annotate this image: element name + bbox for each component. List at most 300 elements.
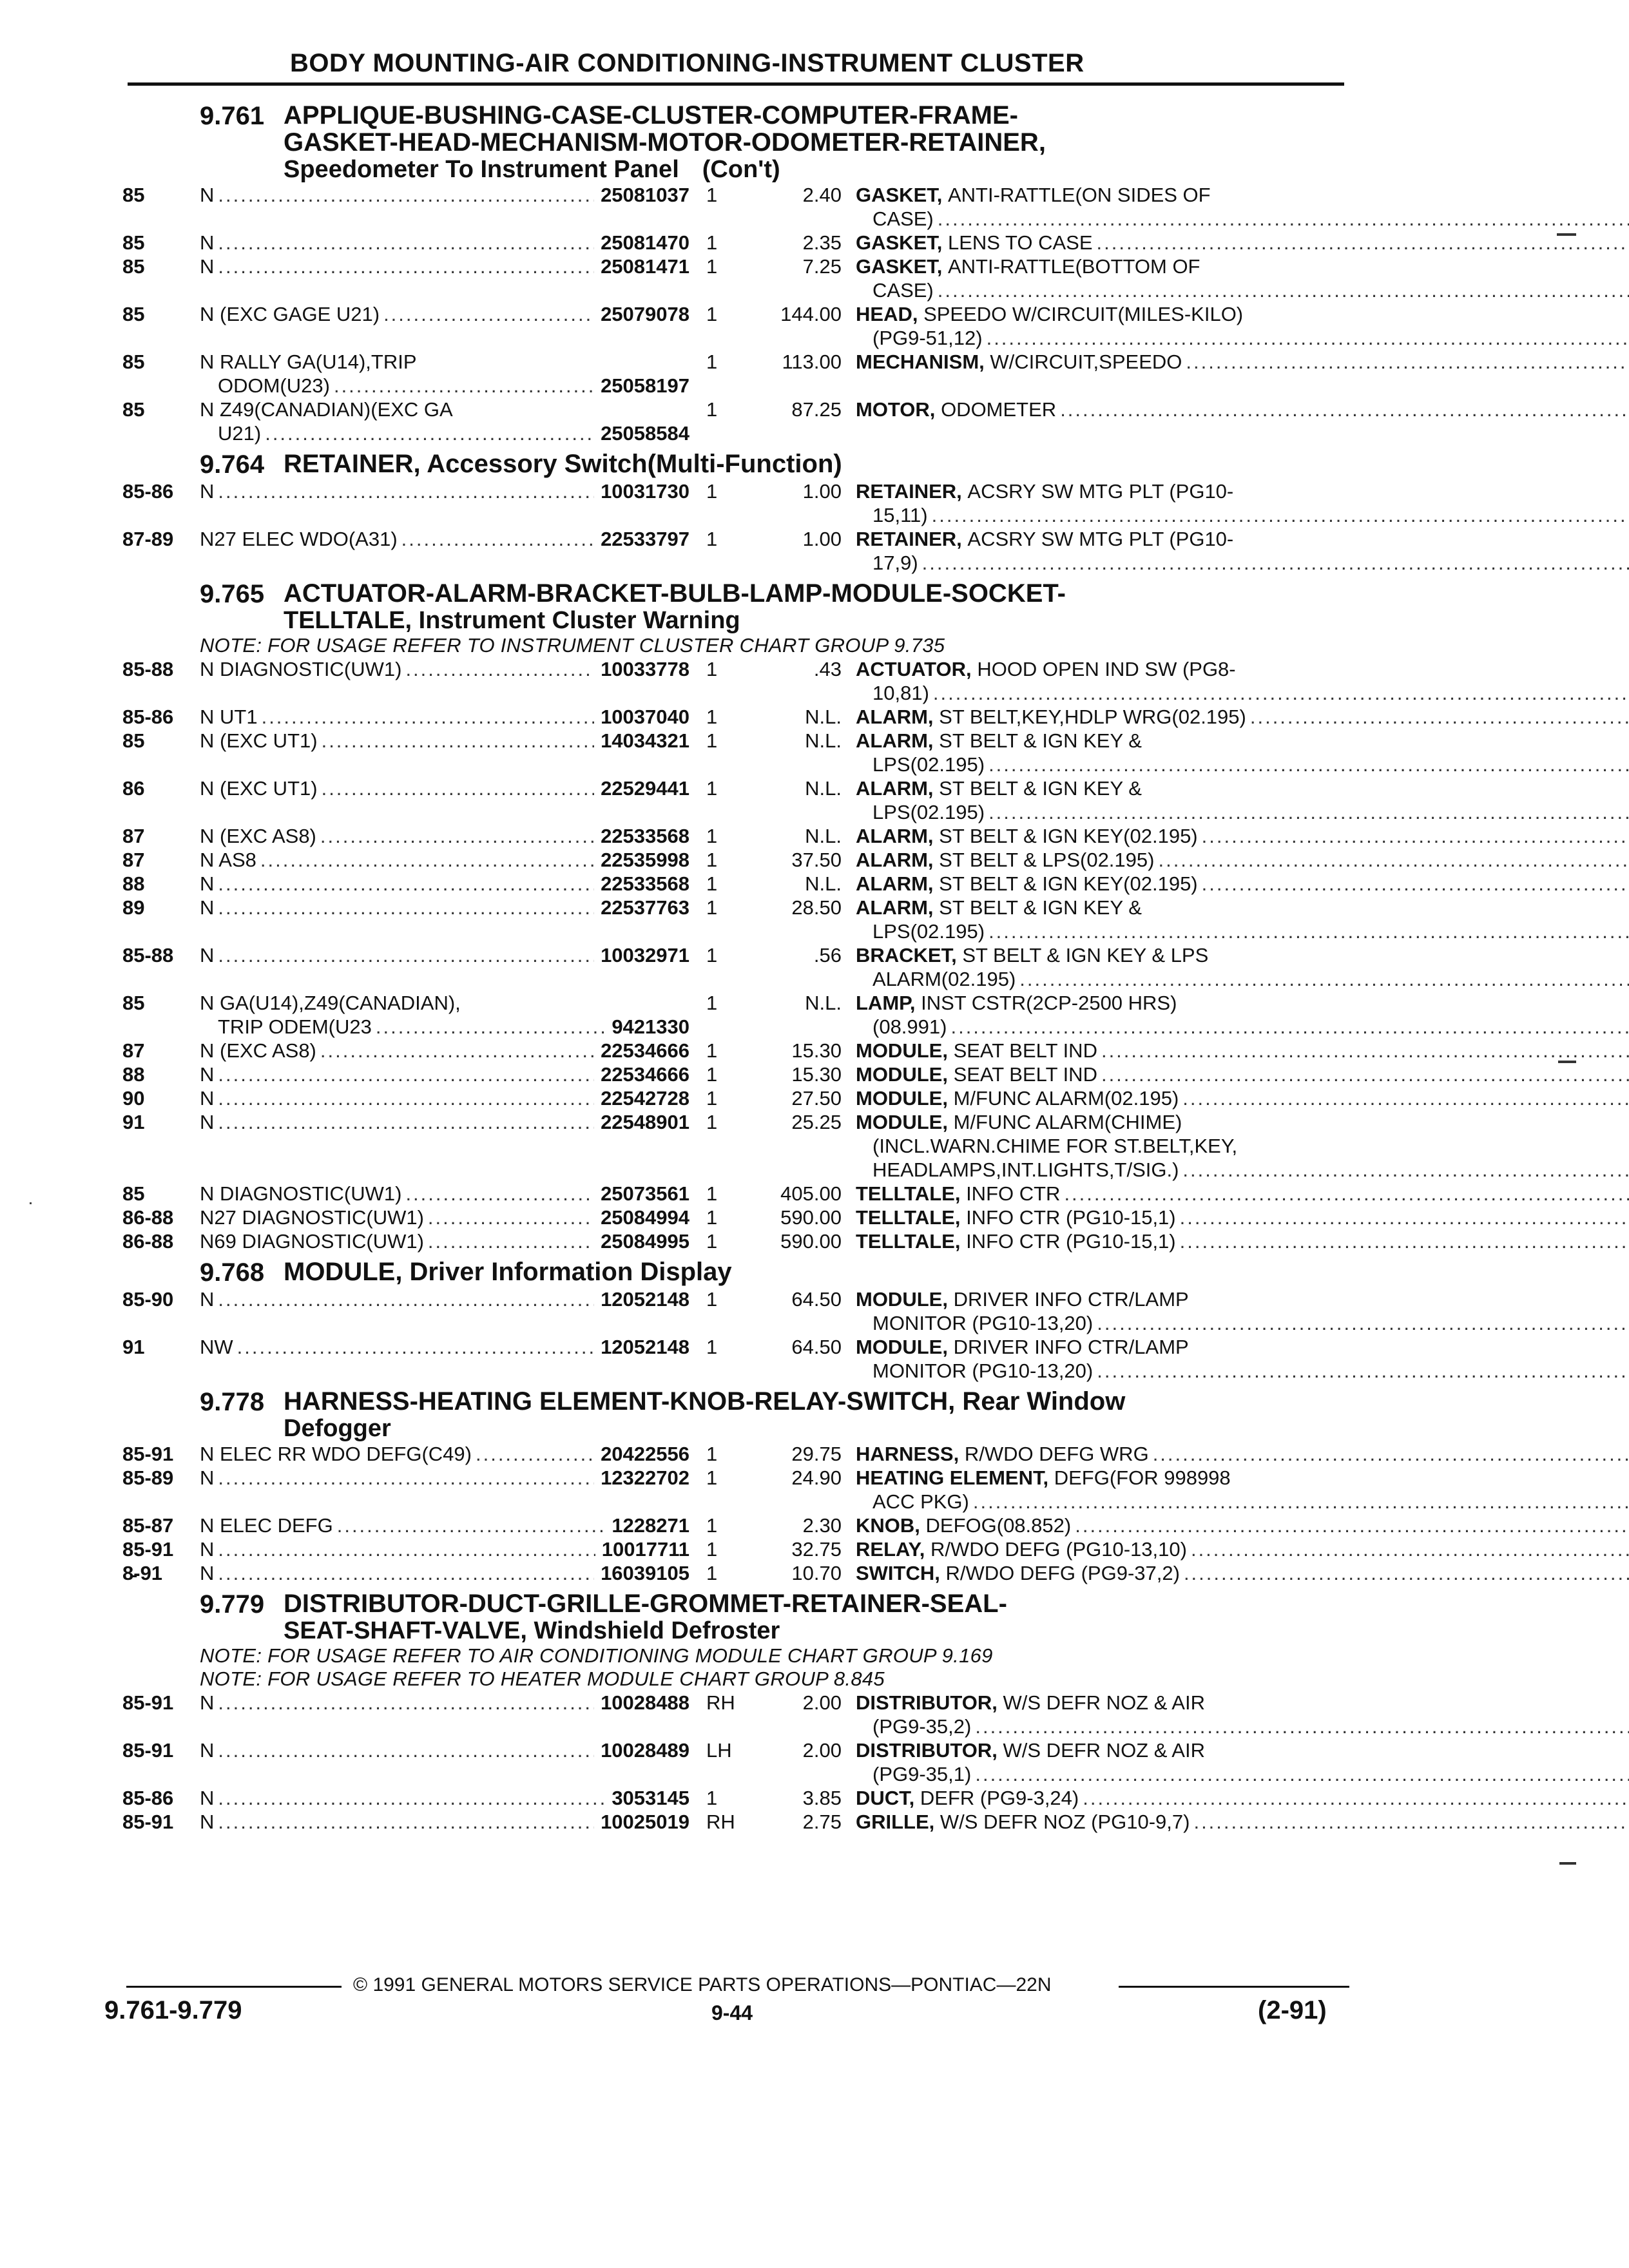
part-row: [122, 943, 1347, 991]
model-years: 89: [122, 896, 145, 919]
part-name-text: ST BELT & IGN KEY &: [939, 777, 1142, 800]
section-number: 9.778: [200, 1388, 265, 1416]
usage-description: [200, 1039, 689, 1062]
price: 24.90: [791, 1466, 842, 1489]
usage-text: N: [200, 255, 215, 278]
price: 64.50: [791, 1336, 842, 1358]
price: 37.50: [791, 849, 842, 871]
part-name: [856, 1810, 1629, 1834]
price: 25.25: [791, 1111, 842, 1133]
part-name-text: DEFG(FOR 998998: [1054, 1466, 1231, 1489]
usage-text: N UT1: [200, 706, 258, 728]
leader-dots: [218, 1810, 594, 1834]
part-name-line: [856, 1442, 1629, 1466]
part-name-line: [856, 1466, 1629, 1490]
section-subtitle: [284, 156, 1046, 183]
leader-dots: [932, 503, 1629, 527]
leader-dots: [1202, 872, 1629, 896]
part-name-line: [856, 705, 1629, 729]
leader-dots: [334, 374, 594, 398]
quantity: 1: [706, 1087, 718, 1110]
usage-text: N: [200, 184, 215, 206]
usage-description: [200, 1062, 689, 1086]
part-name-noun: MODULE,: [856, 1039, 948, 1062]
part-row: [122, 1786, 1347, 1810]
price: 15.30: [791, 1063, 842, 1086]
leader-dots: [376, 1015, 605, 1039]
part-name-text: INFO CTR: [966, 1182, 1061, 1205]
part-name-text: ALARM(02.195): [872, 968, 1016, 990]
part-name: [856, 824, 1629, 848]
part-name-text: ST BELT & IGN KEY & LPS: [962, 944, 1209, 966]
part-row: [122, 1537, 1347, 1561]
quantity: 1: [706, 777, 718, 800]
usage-description: [200, 1786, 689, 1810]
part-name-text: ST BELT & IGN KEY(02.195): [939, 825, 1198, 847]
part-name-noun: TELLTALE,: [856, 1206, 961, 1229]
part-name-text: W/S DEFR NOZ (PG10-9,7): [940, 1811, 1190, 1833]
part-name-text: ST BELT & IGN KEY &: [939, 729, 1142, 752]
model-years: 85-91: [122, 1811, 174, 1833]
part-name: [856, 776, 1629, 824]
usage-line: [200, 1738, 689, 1762]
leader-dots: [938, 207, 1629, 231]
usage-text: TRIP ODEM(U23: [218, 1015, 372, 1038]
part-name-noun: ALARM,: [856, 872, 934, 895]
part-name: [856, 896, 1629, 943]
part-number: 22542728: [601, 1087, 689, 1110]
part-name: [856, 729, 1629, 776]
part-name-text: LPS(02.195): [872, 920, 985, 943]
section-title-line: RETAINER, Accessory Switch(Multi-Function): [284, 450, 842, 478]
price: 27.50: [791, 1087, 842, 1110]
part-row: [122, 231, 1347, 255]
quantity: 1: [706, 1288, 718, 1311]
quantity: 1: [706, 658, 718, 680]
part-name: [856, 1229, 1629, 1253]
part-name: [856, 1287, 1629, 1335]
part-name-line: [856, 1287, 1629, 1311]
leader-dots: [1184, 1561, 1629, 1585]
part-name-line: [856, 1134, 1629, 1158]
quantity: 1: [706, 1514, 718, 1537]
usage-description: [200, 1691, 689, 1738]
continued-label: (Con't): [702, 156, 780, 183]
leader-dots: [218, 1738, 594, 1762]
part-name-text: 17,9): [872, 552, 918, 574]
price: 590.00: [780, 1206, 842, 1229]
leader-dots: [218, 1110, 594, 1134]
part-name-text: ACC PKG): [872, 1490, 969, 1513]
part-name-text: INFO CTR (PG10-15,1): [966, 1230, 1176, 1253]
quantity: 1: [706, 398, 718, 421]
part-name-text: 10,81): [872, 682, 929, 704]
model-years: 85: [122, 231, 145, 254]
section-number: 9.768: [200, 1258, 265, 1287]
section-subtitle: [284, 1617, 1007, 1644]
leader-dots: [218, 1561, 594, 1585]
part-number: 25084995: [601, 1230, 689, 1253]
usage-text: N: [200, 1811, 215, 1833]
part-row: [122, 350, 1347, 398]
part-name-line: [856, 350, 1629, 374]
model-years: 85-91: [122, 1739, 174, 1762]
leader-dots: [933, 681, 1629, 705]
usage-text: N (EXC UT1): [200, 777, 318, 800]
usage-text: N Z49(CANADIAN)(EXC GA: [200, 398, 453, 421]
part-row: [122, 1039, 1347, 1062]
part-name-text: (PG9-35,1): [872, 1763, 972, 1785]
usage-line: [200, 1691, 689, 1715]
usage-description: [200, 1466, 689, 1514]
part-row: [122, 1229, 1347, 1253]
usage-text: N (EXC UT1): [200, 729, 318, 752]
leader-dots: [988, 800, 1629, 824]
part-number: 22535998: [601, 849, 689, 871]
usage-description: [200, 350, 689, 398]
part-name: [856, 1039, 1629, 1062]
section-subtitle: [284, 607, 1066, 634]
part-number: 22533568: [601, 872, 689, 895]
model-years: 85-87: [122, 1514, 174, 1537]
leader-dots: [1153, 1442, 1629, 1466]
usage-description: [200, 1110, 689, 1182]
usage-description: [200, 398, 689, 445]
usage-text: N (EXC AS8): [200, 825, 316, 847]
part-name-line: [856, 278, 1629, 302]
quantity: 1: [706, 1562, 718, 1584]
leader-dots: [1097, 1311, 1629, 1335]
quantity: 1: [706, 872, 718, 895]
usage-description: [200, 1229, 689, 1253]
part-name-line: [856, 848, 1629, 872]
part-number: 10025019: [601, 1811, 689, 1833]
section-title-line: HARNESS-HEATING ELEMENT-KNOB-RELAY-SWITCH, Rear Window: [284, 1387, 1126, 1416]
leader-dots: [218, 943, 594, 967]
price: 10.70: [791, 1562, 842, 1584]
part-name-line: [856, 1206, 1629, 1229]
part-number: 25084994: [601, 1206, 689, 1229]
usage-line: [200, 1537, 689, 1561]
part-name-line: [856, 1182, 1629, 1206]
price: 15.30: [791, 1039, 842, 1062]
part-row: [122, 824, 1347, 848]
part-number: 25058584: [601, 422, 689, 445]
part-name-noun: GASKET,: [856, 255, 943, 278]
quantity: 1: [706, 944, 718, 966]
part-name-line: [856, 1715, 1629, 1738]
usage-line: [200, 527, 689, 551]
usage-line: [200, 1561, 689, 1585]
usage-text: N: [200, 1111, 215, 1133]
part-number: 16039105: [601, 1562, 689, 1584]
usage-description: [200, 1086, 689, 1110]
part-name-text: ACSRY SW MTG PLT (PG10-: [967, 480, 1234, 503]
usage-text: ODOM(U23): [218, 374, 330, 397]
usage-line: [200, 374, 689, 398]
part-name: [856, 1086, 1629, 1110]
quantity: 1: [706, 706, 718, 728]
quantity: RH: [706, 1811, 735, 1833]
leader-dots: [237, 1335, 594, 1359]
model-years: 87: [122, 849, 145, 871]
leader-dots: [1193, 1810, 1629, 1834]
model-years: 85-86: [122, 480, 174, 503]
part-row: [122, 1738, 1347, 1786]
part-name-line: [856, 1311, 1629, 1335]
leader-dots: [1064, 1182, 1629, 1206]
model-years: 88: [122, 1063, 145, 1086]
footer-page-number: 9-44: [711, 2001, 753, 2024]
section-number: 9.765: [200, 580, 265, 608]
part-name-text: ANTI-RATTLE(BOTTOM OF: [947, 255, 1200, 278]
usage-text: N (EXC GAGE U21): [200, 303, 380, 325]
part-name-line: [856, 1062, 1629, 1086]
quantity: 1: [706, 1443, 718, 1465]
usage-description: [200, 1514, 689, 1537]
part-name-text: INST CSTR(2CP-2500 HRS): [921, 992, 1177, 1014]
leader-dots: [988, 753, 1629, 776]
quantity: LH: [706, 1739, 732, 1762]
usage-description: [200, 231, 689, 255]
usage-line: [200, 1287, 689, 1311]
part-name: [856, 255, 1629, 302]
leader-dots: [1083, 1786, 1629, 1810]
usage-description: [200, 183, 689, 231]
part-name: [856, 872, 1629, 896]
section-subtitle: [284, 1415, 1125, 1442]
part-name-text: R/WDO DEFG WRG: [964, 1443, 1149, 1465]
section-title-line: DISTRIBUTOR-DUCT-GRILLE-GROMMET-RETAINER-SEAL-: [284, 1590, 1007, 1618]
part-name-line: [856, 326, 1629, 350]
part-name-text: SPEEDO W/CIRCUIT(MILES-KILO): [923, 303, 1244, 325]
leader-dots: [1182, 1086, 1629, 1110]
section-title: [284, 1388, 1125, 1442]
section-title: [284, 580, 1066, 634]
quantity: 1: [706, 896, 718, 919]
leader-dots: [922, 551, 1629, 575]
section-header: [122, 1258, 1347, 1287]
model-years: 88: [122, 872, 145, 895]
usage-description: [200, 991, 689, 1039]
leader-dots: [322, 729, 594, 753]
part-name-noun: DUCT,: [856, 1787, 915, 1809]
usage-text: N: [200, 1691, 215, 1714]
price: N.L.: [805, 729, 842, 752]
part-name-line: [856, 1762, 1629, 1786]
leader-dots: [320, 1039, 594, 1062]
usage-line: [200, 657, 689, 681]
leader-dots: [975, 1762, 1629, 1786]
part-name-line: [856, 1086, 1629, 1110]
part-name: [856, 527, 1629, 575]
section-header: [122, 1590, 1347, 1644]
part-name-text: HOOD OPEN IND SW (PG8-: [977, 658, 1236, 680]
part-name: [856, 705, 1629, 729]
part-number: 25073561: [601, 1182, 689, 1205]
section-header: [122, 450, 1347, 479]
part-name-text: SEAT BELT IND: [953, 1063, 1097, 1086]
part-number: 10031730: [601, 480, 689, 503]
part-name-text: (PG9-51,12): [872, 327, 983, 349]
usage-line: [200, 1786, 689, 1810]
usage-line: [200, 255, 689, 278]
part-name-text: SEAT BELT IND: [953, 1039, 1097, 1062]
part-name-text: R/WDO DEFG (PG10-13,10): [930, 1538, 1187, 1561]
part-name-line: [856, 919, 1629, 943]
part-name-text: (PG9-35,2): [872, 1715, 972, 1738]
usage-text: N69 DIAGNOSTIC(UW1): [200, 1230, 424, 1253]
usage-line: [200, 398, 689, 421]
section-header: [122, 102, 1347, 183]
usage-line: [200, 1182, 689, 1206]
part-name-line: [856, 800, 1629, 824]
leader-dots: [218, 872, 594, 896]
part-number: 10028489: [601, 1739, 689, 1762]
quantity: RH: [706, 1691, 735, 1714]
price: N.L.: [805, 872, 842, 895]
price: 29.75: [791, 1443, 842, 1465]
usage-line: [200, 776, 689, 800]
leader-dots: [383, 302, 594, 326]
usage-description: [200, 776, 689, 824]
model-years: 90: [122, 1087, 145, 1110]
price: 113.00: [782, 351, 842, 373]
part-number: 22529441: [601, 777, 689, 800]
usage-line: [200, 1015, 689, 1039]
quantity: 1: [706, 825, 718, 847]
part-name-noun: HEATING ELEMENT,: [856, 1466, 1049, 1489]
part-name-noun: MOTOR,: [856, 398, 936, 421]
usage-line: [200, 1062, 689, 1086]
usage-text: N ELEC DEFG: [200, 1514, 333, 1537]
quantity: 1: [706, 1039, 718, 1062]
leader-dots: [1097, 231, 1629, 255]
price: .56: [813, 944, 842, 966]
leader-dots: [218, 896, 594, 919]
part-name-noun: MECHANISM,: [856, 351, 985, 373]
part-row: [122, 1442, 1347, 1466]
price: 28.50: [791, 896, 842, 919]
section-header: [122, 580, 1347, 634]
part-name: [856, 1442, 1629, 1466]
usage-description: [200, 1561, 689, 1585]
usage-description: [200, 302, 689, 350]
scan-speck: [30, 1202, 32, 1204]
usage-text: N DIAGNOSTIC(UW1): [200, 1182, 402, 1205]
part-name-noun: HARNESS,: [856, 1443, 959, 1465]
usage-line: [200, 421, 689, 445]
usage-line: [200, 1442, 689, 1466]
price: N.L.: [805, 706, 842, 728]
part-name-text: ACSRY SW MTG PLT (PG10-: [967, 528, 1234, 550]
price: 3.85: [802, 1787, 842, 1809]
model-years: 87-89: [122, 528, 174, 550]
usage-description: [200, 1738, 689, 1786]
leader-dots: [218, 1062, 594, 1086]
part-name-line: [856, 967, 1629, 991]
part-name-line: [856, 657, 1629, 681]
part-name-text: W/CIRCUIT,SPEEDO: [990, 351, 1182, 373]
part-name-noun: MODULE,: [856, 1288, 948, 1311]
usage-line: [200, 1466, 689, 1490]
quantity: 1: [706, 480, 718, 503]
usage-description: [200, 705, 689, 729]
leader-dots: [1101, 1039, 1629, 1062]
model-years: 85-86: [122, 706, 174, 728]
part-row: [122, 1062, 1347, 1086]
part-number: 12052148: [601, 1288, 689, 1311]
usage-text: N27 DIAGNOSTIC(UW1): [200, 1206, 424, 1229]
part-row: [122, 1182, 1347, 1206]
part-name: [856, 991, 1629, 1039]
section-title: [284, 1590, 1007, 1644]
model-years: 87: [122, 825, 145, 847]
leader-dots: [1180, 1206, 1629, 1229]
part-name-line: [856, 398, 1629, 421]
part-number: 1228271: [612, 1514, 689, 1537]
part-row: [122, 1466, 1347, 1514]
leader-dots: [1191, 1537, 1629, 1561]
price: 32.75: [791, 1538, 842, 1561]
usage-text: U21): [218, 422, 262, 445]
usage-text: N: [200, 944, 215, 966]
part-name: [856, 302, 1629, 350]
quantity: 1: [706, 1787, 718, 1809]
model-years: 86-88: [122, 1206, 174, 1229]
part-name: [856, 398, 1629, 445]
part-name-noun: SWITCH,: [856, 1562, 940, 1584]
usage-text: N (EXC AS8): [200, 1039, 316, 1062]
part-name-line: [856, 1514, 1629, 1537]
leader-dots: [975, 1715, 1629, 1738]
part-name-noun: TELLTALE,: [856, 1182, 961, 1205]
part-name-noun: HEAD,: [856, 303, 918, 325]
footer-group-range: 9.761-9.779: [104, 1996, 242, 2024]
part-name-line: [856, 503, 1629, 527]
section-number: 9.779: [200, 1590, 265, 1619]
part-name-text: DEFR (PG9-3,24): [920, 1787, 1079, 1809]
quantity: 1: [706, 184, 718, 206]
part-name-line: [856, 1490, 1629, 1514]
part-name: [856, 1691, 1629, 1738]
usage-description: [200, 848, 689, 872]
part-row: [122, 527, 1347, 575]
price: N.L.: [805, 825, 842, 847]
part-row: [122, 1335, 1347, 1383]
leader-dots: [260, 848, 594, 872]
part-name-text: 15,11): [872, 504, 928, 526]
part-number: 12322702: [601, 1466, 689, 1489]
part-name-line: [856, 1786, 1629, 1810]
part-name-noun: ACTUATOR,: [856, 658, 972, 680]
part-name-noun: DISTRIBUTOR,: [856, 1739, 998, 1762]
part-name-line: [856, 1158, 1629, 1182]
usage-text: N: [200, 1288, 215, 1311]
part-name-line: [856, 1738, 1629, 1762]
price: 405.00: [780, 1182, 842, 1205]
usage-line: [200, 1335, 689, 1359]
quantity: 1: [706, 1206, 718, 1229]
part-name-line: [856, 824, 1629, 848]
part-name-noun: MODULE,: [856, 1336, 948, 1358]
leader-dots: [401, 527, 594, 551]
part-name: [856, 183, 1629, 231]
quantity: 1: [706, 351, 718, 373]
leader-dots: [218, 1287, 594, 1311]
usage-description: [200, 1442, 689, 1466]
part-name-line: [856, 1691, 1629, 1715]
